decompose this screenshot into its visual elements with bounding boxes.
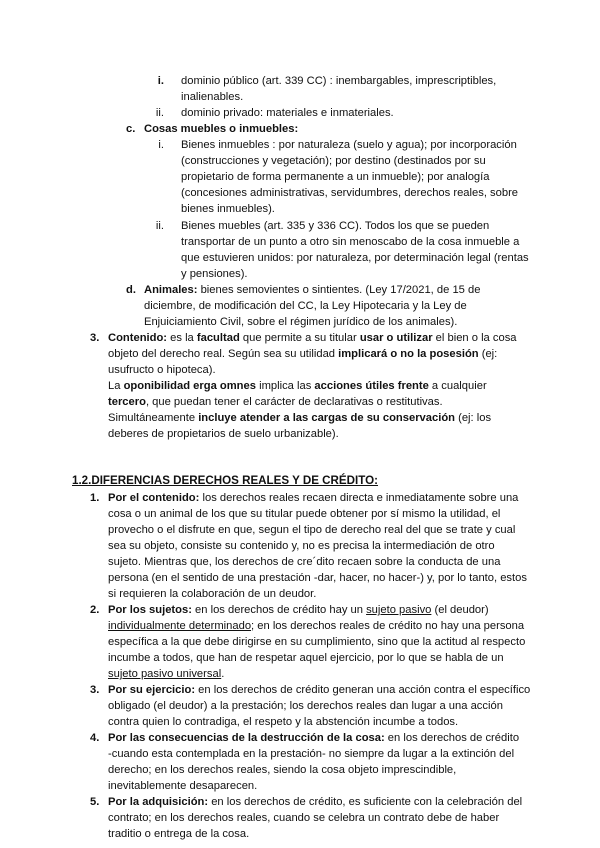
text-line: contrato; en los derechos reales, cuando se celebra un contrato debe de haber <box>108 812 500 824</box>
text-line: (construcciones y vegetación); por destino (destinados por su <box>181 155 486 167</box>
text-line: específica a la que debe dirigirse en su cumplimiento, sino que la actitud al respecto <box>108 636 526 648</box>
list-marker: 1. <box>90 492 100 504</box>
text-line: propietario de forma permanente a un inmueble); por analogía <box>181 171 490 183</box>
text-line: que estuvieren unidos: por naturaleza, por determinación legal (rentas <box>181 252 529 264</box>
text-line: sea su objeto, consiste su contenido y, no es precisa la intermediación de otro <box>108 540 495 552</box>
text-line: Bienes muebles (art. 335 y 336 CC). Todos los que se pueden <box>181 220 490 232</box>
text-line: usufructo o hipoteca). <box>108 364 216 376</box>
text-line: incumbe a todos, que han de respetar aquel ejercicio, por lo que se habla de un <box>108 652 504 664</box>
text-line: obligado (el deudor) a la prestación; los derechos reales dan lugar a una acción <box>108 700 503 712</box>
text-line: provecho o el disfrute en que, segun el tipo de derecho real del que se trate y cual <box>108 524 516 536</box>
text-line: inalienables. <box>181 91 244 103</box>
text-line: Enjuiciamiento Civil, sobre el régimen jurídico de los animales). <box>144 316 458 328</box>
text-line: transportar de un punto a otro sin menoscabo de la cosa inmueble a <box>181 236 520 248</box>
list-marker: 3. <box>90 684 100 696</box>
text-line: y pensiones). <box>181 268 248 280</box>
text-line: sujeto. Mientras que, los derechos de cre´dito recaen sobre la conducta de una <box>108 556 501 568</box>
text-line: diciembre, de modificación del CC, la Ley Hipotecaria y la Ley de <box>144 300 467 312</box>
text-line: contra quien lo contradiga, el respeto y la abstención incumbe a todos. <box>108 716 459 728</box>
section-heading: Cosas muebles o inmuebles: <box>144 123 299 135</box>
list-marker: i. <box>158 139 164 151</box>
text-line: individualmente determinado; en los derechos reales de crédito no hay una persona <box>108 620 525 632</box>
text-line: Por su ejercicio: en los derechos de crédito generan una acción contra el específico <box>108 684 531 696</box>
text-line: bienes inmuebles). <box>181 203 275 215</box>
list-marker: 3. <box>90 332 100 344</box>
list-marker: 5. <box>90 796 100 808</box>
text-line: si requieren la colaboración de un deudor. <box>108 588 317 600</box>
text-line: dominio privado: materiales e inmateriales. <box>181 107 394 119</box>
text-line: La oponibilidad erga omnes implica las acciones útiles frente a cualquier <box>108 380 487 392</box>
list-marker: ii. <box>155 107 164 119</box>
list-marker: c. <box>126 123 136 135</box>
text-line: inevitablemente desaparecen. <box>108 780 258 792</box>
text-line: -cuando esta contemplada en la prestación- no siempre da lugar a la extinción del <box>108 748 515 760</box>
text-line: Por las consecuencias de la destrucción de la cosa: en los derechos de crédito <box>108 732 520 744</box>
list-marker: 2. <box>90 604 100 616</box>
text-line: Bienes inmuebles : por naturaleza (suelo y agua); por incorporación <box>181 139 517 151</box>
list-marker: 4. <box>90 732 100 744</box>
text-line: Por la adquisición: en los derechos de crédito, es suficiente con la celebración del <box>108 796 523 808</box>
section-title: 1.2.DIFERENCIAS DERECHOS REALES Y DE CRÉDITO: <box>72 474 379 487</box>
text-line: persona (en el sentido de una prestación -dar, hacer, no hacer-) y, por lo tanto, estos <box>108 572 527 584</box>
text-line: traditio o entrega de la cosa. <box>108 828 250 840</box>
text-line: Animales: bienes semovientes o sintientes. (Ley 17/2021, de 15 de <box>144 284 481 296</box>
text-line: tercero, que puedan tener el carácter de declarativas o restitutivas. <box>108 396 443 408</box>
text-line: cosa o un animal de los que su titular puede obtener por sí mismo la utilidad, el <box>108 508 501 520</box>
list-marker: i. <box>157 75 164 87</box>
text-line: (concesiones administrativas, servidumbres, derechos reales, sobre <box>181 187 519 199</box>
text-line: dominio público (art. 339 CC) : inembargables, imprescriptibles, <box>181 75 497 87</box>
text-line: Por los sujetos: en los derechos de crédito hay un sujeto pasivo (el deudor) <box>108 604 489 616</box>
text-line: sujeto pasivo universal. <box>108 668 225 680</box>
text-line: Simultáneamente incluye atender a las cargas de su conservación (ej: los <box>108 412 492 424</box>
text-line: Contenido: es la facultad que permite a su titular usar o utilizar el bien o la cosa <box>108 332 517 344</box>
list-marker: ii. <box>155 220 164 232</box>
text-line: deberes de propietarios de suelo urbanizable). <box>108 428 339 440</box>
text-line: objeto del derecho real. Según sea su utilidad implicará o no la posesión (ej: <box>108 348 498 360</box>
text-line: derecho; en los derechos reales, siendo la cosa objeto imprescindible, <box>108 764 457 776</box>
text-line: Por el contenido: los derechos reales recaen directa e inmediatamente sobre una <box>108 492 519 504</box>
list-marker: d. <box>126 284 136 296</box>
